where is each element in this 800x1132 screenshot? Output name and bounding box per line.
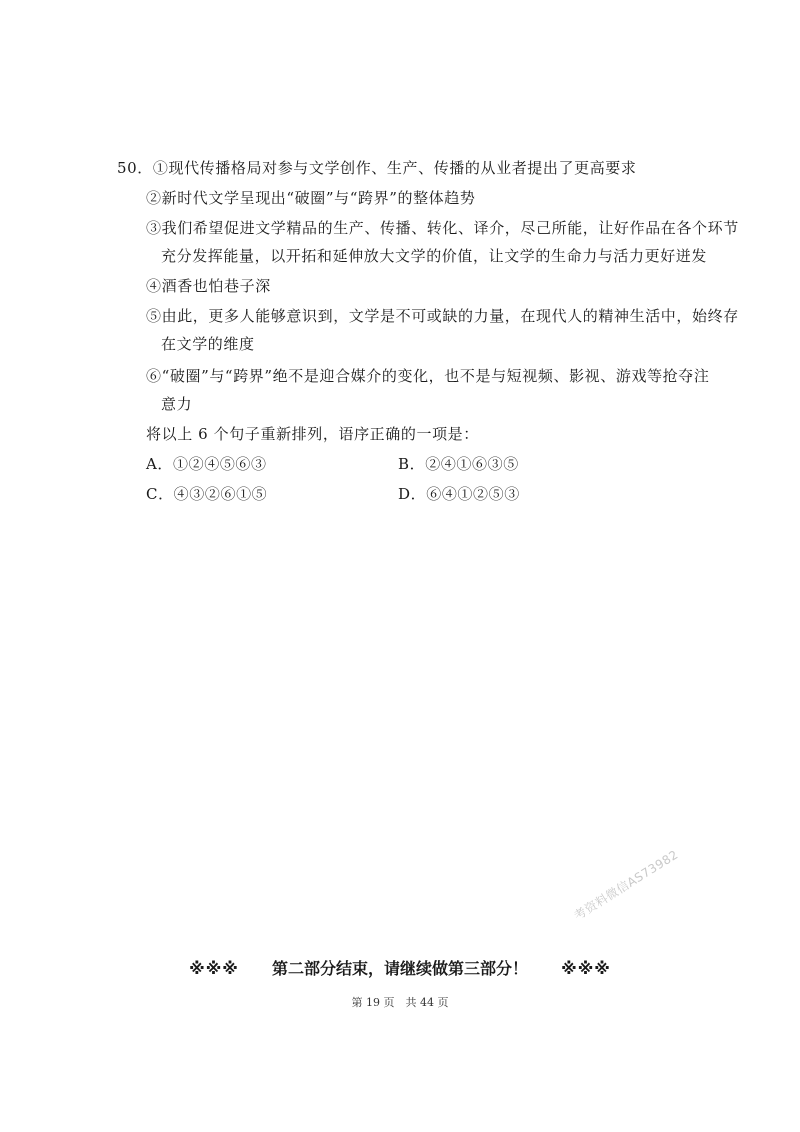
sentence-6-line-1: ⑥“破圈”与“跨界”绝不是迎合媒介的变化，也不是与短视频、影视、游戏等抢夺注 [146, 367, 710, 385]
option-a: A．①②④⑤⑥③ [146, 455, 267, 473]
sentence-2: ②新时代文学呈现出“破圈”与“跨界”的整体趋势 [146, 189, 476, 207]
question-50-sentence-1: 50．①现代传播格局对参与文学创作、生产、传播的从业者提出了更高要求 [117, 159, 637, 177]
sentence-4: ④酒香也怕巷子深 [146, 277, 271, 295]
sentence-5-line-2: 在文学的维度 [161, 335, 255, 353]
option-c: C．④③②⑥①⑤ [146, 485, 268, 503]
section-end-banner [0, 958, 800, 980]
sentence-6-line-2: 意力 [161, 395, 193, 413]
question-prompt: 将以上 6 个句子重新排列，语序正确的一项是： [146, 425, 479, 443]
sentence-3-line-1: ③我们希望促进文学精品的生产、传播、转化、译介，尽己所能，让好作品在各个环节 [146, 219, 739, 237]
option-d: D．⑥④①②⑤③ [398, 485, 520, 503]
banner-text: 第二部分结束，请继续做第三部分！ [271, 959, 528, 978]
sentence-5-line-1: ⑤由此，更多人能够意识到，文学是不可或缺的力量，在现代人的精神生活中，始终存 [146, 307, 739, 325]
sentence-3-line-2: 充分发挥能量，以开拓和延伸放大文学的价值，让文学的生命力与活力更好迸发 [161, 247, 708, 265]
banner-left-marks: ※※※ [189, 959, 239, 978]
banner-right-marks: ※※※ [561, 959, 611, 978]
page-number: 第 19 页 共 44 页 [351, 996, 449, 1009]
watermark: 考资料微信AS73982 [571, 847, 681, 923]
option-b: B．②④①⑥③⑤ [398, 455, 519, 473]
